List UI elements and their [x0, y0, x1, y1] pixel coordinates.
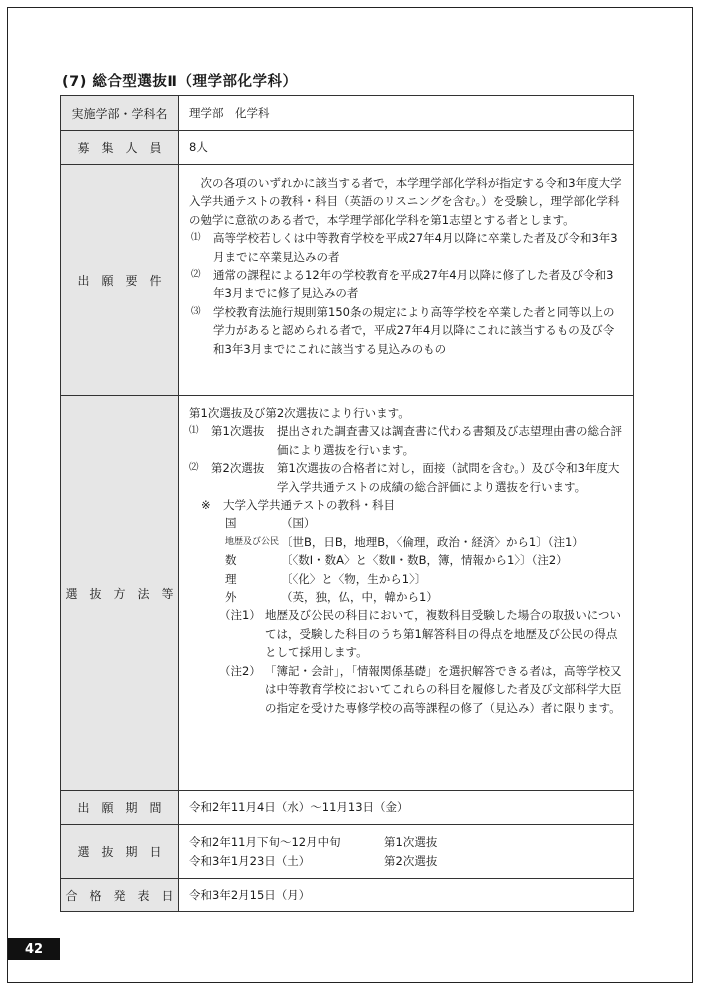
admission-table — [60, 95, 634, 912]
stage-number: ⑵ — [189, 462, 199, 474]
selection-intro: 第1次選抜及び第2次選抜により行います。 — [189, 406, 410, 420]
reference-mark: ※ — [201, 498, 211, 513]
requirements-intro: 次の各項のいずれかに該当する者で，本学理学部化学科が指定する令和3年度大学入学共通テストの教科・科目（英語のリスニングを含む。）を受験し，理学部化学科の勉学に意欲のある者で，本学理学部化学科を第1志望とする者とします。 — [189, 176, 622, 227]
capacity-label: 募 集 人 員 — [61, 131, 179, 165]
subject-detail: （国） — [281, 516, 316, 531]
selection-label: 選 抜 方 法 等 — [61, 396, 179, 791]
application-period-value — [179, 791, 634, 825]
faculty-text: 理学部 化学科 — [189, 105, 270, 120]
note-text: 地歴及び公民の科目において，複数科目受験した場合の取扱いについては，受験した科目のうち第1解答科目の得点を地歴及び公民の得点として採用します。 — [265, 608, 622, 660]
row-selection-period — [61, 825, 634, 879]
stage-number: ⑴ — [189, 425, 199, 437]
section-title: (7) 総合型選抜Ⅱ（理学部化学科） — [62, 74, 298, 90]
capacity-text: 8人 — [189, 140, 208, 155]
row-announcement — [61, 879, 634, 912]
subject-row — [189, 514, 624, 532]
note-tag: （注2） — [219, 663, 261, 678]
subject-detail: 〔〈数Ⅰ・数A〉と〈数Ⅱ・数B，簿，情報から1〉〕（注2） — [281, 553, 568, 568]
row-selection — [61, 396, 634, 791]
selection-value — [179, 396, 634, 791]
application-period-text: 令和2年11月4日（水）～11月13日（金） — [189, 800, 409, 815]
subject-name: 外 — [225, 590, 237, 605]
stage-name: 第2次選抜 — [211, 461, 265, 476]
requirement-item — [189, 229, 624, 266]
requirement-item — [189, 266, 624, 303]
subjects-title: 大学入学共通テストの教科・科目 — [223, 498, 396, 513]
announcement-label: 合 格 発 表 日 — [61, 879, 179, 912]
subject-row — [189, 551, 624, 569]
faculty-label: 実施学部・学科名 — [61, 96, 179, 131]
note-text: 「簿記・会計」，「情報関係基礎」を選択解答できる者は，高等学校又は中等教育学校においてこれらの科目を履修した者及び文部科学大臣の指定を受けた専修学校の高等課程の修了（見込み）者に限ります。 — [265, 663, 622, 715]
subject-detail: 〔世B，日B，地理B，〈倫理，政治・経済〉から1〕（注1） — [281, 534, 584, 549]
selection-stage-name: 第2次選抜 — [384, 853, 438, 868]
note-tag: （注1） — [219, 608, 261, 623]
item-text: 高等学校若しくは中等教育学校を平成27年4月以降に卒業した者及び令和3年3月までに卒業見込みの者 — [213, 231, 618, 264]
requirement-item — [189, 303, 624, 358]
announcement-text: 令和3年2月15日（月） — [189, 887, 311, 902]
subjects-heading — [189, 496, 624, 514]
subject-row — [189, 570, 624, 588]
selection-period-value — [179, 825, 634, 879]
note — [189, 662, 624, 717]
application-period-label: 出 願 期 間 — [61, 791, 179, 825]
subject-row — [189, 588, 624, 606]
selection-date: 令和2年11月下旬～12月中旬 — [189, 835, 341, 850]
subject-detail: （英，独，仏，中，韓から1） — [281, 590, 438, 605]
selection-date-line — [189, 833, 624, 851]
row-capacity — [61, 131, 634, 165]
subject-name: 地歴及び公民 — [225, 536, 280, 547]
item-number: ⑴ — [191, 232, 201, 244]
note — [189, 606, 624, 661]
subject-name: 国 — [225, 516, 237, 531]
item-number: ⑶ — [191, 305, 201, 317]
item-text: 学校教育法施行規則第150条の規定により高等学校を卒業した者と同等以上の学力があると認められる者で，平成27年4月以降にこれに該当するもの及び令和3年3月までにこれに該当する見込みのもの — [213, 304, 615, 356]
capacity-value — [179, 131, 634, 165]
requirements-label: 出 願 要 件 — [61, 165, 179, 396]
selection-date: 令和3年1月23日（土） — [189, 853, 311, 868]
row-faculty — [61, 96, 634, 131]
stage-name: 第1次選抜 — [211, 424, 265, 439]
item-text: 通常の課程による12年の学校教育を平成27年4月以降に修了した者及び令和3年3月までに修了見込みの者 — [213, 268, 614, 301]
subject-detail: 〔〈化〉と〈物，生から1〉〕 — [281, 571, 427, 586]
selection-stage — [189, 422, 624, 459]
selection-stage — [189, 459, 624, 496]
subject-name: 理 — [225, 571, 237, 586]
selection-date-line — [189, 852, 624, 870]
item-number: ⑵ — [191, 269, 201, 281]
announcement-value — [179, 879, 634, 912]
faculty-value — [179, 96, 634, 131]
subject-name: 数 — [225, 553, 237, 568]
subject-row — [189, 533, 624, 551]
page-number: 42 — [8, 938, 60, 960]
stage-text: 第1次選抜の合格者に対し，面接（試問を含む。）及び令和3年度大学入学共通テストの成績の総合評価により選抜を行います。 — [277, 461, 620, 494]
row-application-period — [61, 791, 634, 825]
requirements-value — [179, 165, 634, 396]
selection-stage-name: 第1次選抜 — [384, 835, 438, 850]
selection-period-label: 選 抜 期 日 — [61, 825, 179, 879]
row-requirements — [61, 165, 634, 396]
stage-text: 提出された調査書又は調査書に代わる書類及び志望理由書の総合評価により選抜を行います。 — [277, 424, 622, 457]
